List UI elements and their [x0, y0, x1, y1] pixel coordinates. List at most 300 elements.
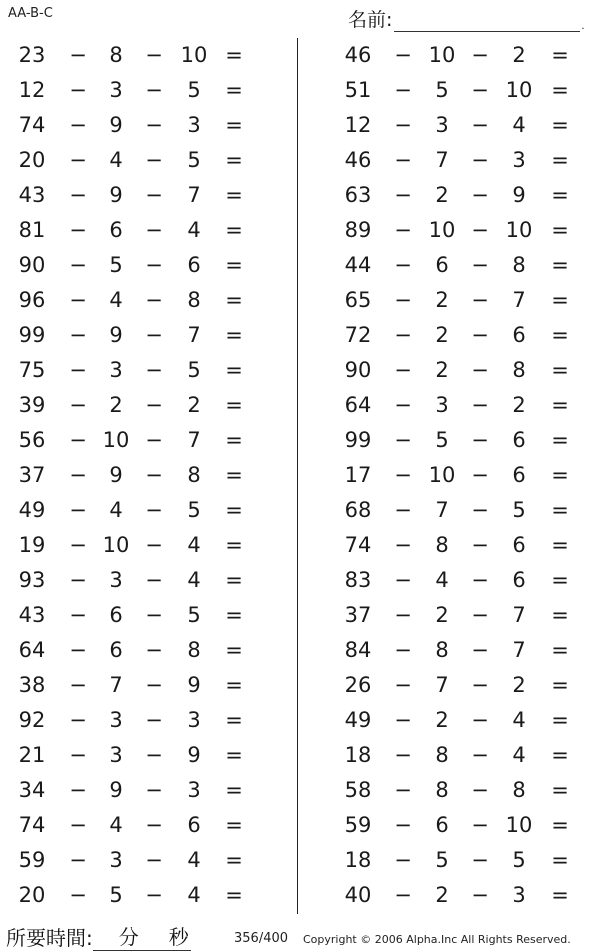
minuend: 93 — [18, 568, 46, 592]
minus-sign: − — [69, 253, 87, 277]
problem-row — [0, 108, 296, 143]
subtrahend-1: 4 — [435, 568, 449, 592]
equals-sign: = — [551, 113, 569, 137]
equals-sign: = — [225, 428, 243, 452]
minus-sign: − — [394, 78, 412, 102]
minuend: 72 — [344, 323, 372, 347]
subtrahend-1: 3 — [109, 358, 123, 382]
minus-sign: − — [394, 463, 412, 487]
time-blank[interactable] — [93, 926, 191, 951]
minuend: 83 — [344, 568, 372, 592]
problem-row — [0, 38, 296, 73]
minus-sign: − — [69, 708, 87, 732]
subtrahend-1: 9 — [109, 113, 123, 137]
minus-sign: − — [69, 323, 87, 347]
minus-sign: − — [69, 113, 87, 137]
subtrahend-2: 4 — [512, 708, 526, 732]
subtrahend-2: 7 — [512, 288, 526, 312]
problem-row — [300, 353, 600, 388]
minuend: 18 — [344, 743, 372, 767]
subtrahend-2: 7 — [187, 323, 201, 347]
minuend: 64 — [18, 638, 46, 662]
equals-sign: = — [551, 148, 569, 172]
subtrahend-2: 5 — [187, 358, 201, 382]
subtrahend-1: 2 — [435, 183, 449, 207]
equals-sign: = — [551, 883, 569, 907]
subtrahend-1: 6 — [435, 253, 449, 277]
minuend: 19 — [18, 533, 46, 557]
subtrahend-2: 8 — [512, 778, 526, 802]
subtrahend-2: 5 — [512, 498, 526, 522]
problem-row — [0, 493, 296, 528]
equals-sign: = — [551, 673, 569, 697]
minus-sign: − — [69, 43, 87, 67]
subtrahend-2: 7 — [187, 428, 201, 452]
minus-sign: − — [69, 78, 87, 102]
minuend: 58 — [344, 778, 372, 802]
minuend: 21 — [18, 743, 46, 767]
subtrahend-1: 5 — [435, 848, 449, 872]
subtrahend-2: 2 — [187, 393, 201, 417]
problem-row — [0, 178, 296, 213]
minuend: 40 — [344, 883, 372, 907]
subtrahend-2: 4 — [187, 218, 201, 242]
time-taken-field — [6, 922, 191, 951]
subtrahend-2: 4 — [187, 848, 201, 872]
minuend: 26 — [344, 673, 372, 697]
minus-sign: − — [145, 323, 163, 347]
equals-sign: = — [225, 323, 243, 347]
subtrahend-2: 8 — [187, 638, 201, 662]
problem-row — [300, 213, 600, 248]
minus-sign: − — [69, 638, 87, 662]
name-field — [348, 5, 585, 32]
problem-row — [300, 738, 600, 773]
minus-sign: − — [394, 43, 412, 67]
equals-sign: = — [551, 778, 569, 802]
minus-sign: − — [471, 288, 489, 312]
problem-row — [300, 388, 600, 423]
equals-sign: = — [225, 148, 243, 172]
minus-sign: − — [394, 533, 412, 557]
minuend: 43 — [18, 603, 46, 627]
minuend: 18 — [344, 848, 372, 872]
time-label: 所要時間: — [6, 926, 93, 950]
minus-sign: − — [394, 778, 412, 802]
minus-sign: − — [471, 848, 489, 872]
subtrahend-1: 3 — [109, 708, 123, 732]
minus-sign: − — [471, 113, 489, 137]
problem-row — [0, 633, 296, 668]
subtrahend-1: 6 — [109, 638, 123, 662]
problem-row — [300, 808, 600, 843]
equals-sign: = — [551, 568, 569, 592]
minuend: 49 — [18, 498, 46, 522]
subtrahend-1: 3 — [435, 113, 449, 137]
minus-sign: − — [394, 183, 412, 207]
equals-sign: = — [551, 288, 569, 312]
problem-row — [300, 458, 600, 493]
minus-sign: − — [394, 323, 412, 347]
subtrahend-1: 3 — [109, 743, 123, 767]
subtrahend-1: 7 — [435, 148, 449, 172]
problem-row — [0, 878, 296, 913]
equals-sign: = — [551, 603, 569, 627]
problem-row — [300, 38, 600, 73]
subtrahend-2: 4 — [512, 113, 526, 137]
subtrahend-1: 10 — [102, 428, 130, 452]
problem-row — [300, 178, 600, 213]
subtrahend-1: 5 — [435, 78, 449, 102]
problem-row — [300, 73, 600, 108]
problem-row — [0, 808, 296, 843]
equals-sign: = — [225, 183, 243, 207]
minus-sign: − — [471, 218, 489, 242]
minus-sign: − — [394, 288, 412, 312]
minus-sign: − — [69, 603, 87, 627]
minus-sign: − — [145, 428, 163, 452]
minuend: 20 — [18, 148, 46, 172]
problem-row — [0, 248, 296, 283]
minuend: 59 — [344, 813, 372, 837]
subtrahend-2: 6 — [512, 428, 526, 452]
subtrahend-1: 3 — [435, 393, 449, 417]
minus-sign: − — [394, 673, 412, 697]
subtrahend-1: 4 — [109, 813, 123, 837]
subtrahend-2: 7 — [512, 638, 526, 662]
minutes-unit: 分 — [118, 925, 139, 949]
subtrahend-2: 5 — [187, 498, 201, 522]
minus-sign: − — [69, 533, 87, 557]
subtrahend-1: 7 — [435, 498, 449, 522]
minus-sign: − — [394, 253, 412, 277]
problem-row — [0, 423, 296, 458]
subtrahend-1: 8 — [435, 638, 449, 662]
equals-sign: = — [225, 813, 243, 837]
problem-row — [300, 423, 600, 458]
copyright-text: Copyright © 2006 Alpha.Inc All Rights Reserved. — [303, 933, 571, 946]
minus-sign: − — [394, 393, 412, 417]
subtrahend-1: 10 — [428, 218, 456, 242]
minus-sign: − — [471, 708, 489, 732]
subtrahend-2: 6 — [512, 463, 526, 487]
minus-sign: − — [471, 183, 489, 207]
minus-sign: − — [69, 883, 87, 907]
minus-sign: − — [69, 813, 87, 837]
right-problem-column — [300, 38, 600, 913]
minus-sign: − — [145, 43, 163, 67]
subtrahend-1: 3 — [109, 78, 123, 102]
minus-sign: − — [394, 883, 412, 907]
problem-row — [0, 528, 296, 563]
minuend: 49 — [344, 708, 372, 732]
minuend: 59 — [18, 848, 46, 872]
subtrahend-1: 4 — [109, 288, 123, 312]
minus-sign: − — [69, 673, 87, 697]
subtrahend-2: 10 — [180, 43, 208, 67]
problem-row — [300, 248, 600, 283]
subtrahend-2: 8 — [512, 358, 526, 382]
problem-row — [300, 493, 600, 528]
equals-sign: = — [551, 708, 569, 732]
problem-row — [0, 843, 296, 878]
minuend: 99 — [344, 428, 372, 452]
problem-row — [0, 563, 296, 598]
minus-sign: − — [394, 218, 412, 242]
minus-sign: − — [145, 848, 163, 872]
minus-sign: − — [69, 568, 87, 592]
equals-sign: = — [551, 218, 569, 242]
minus-sign: − — [394, 113, 412, 137]
problem-row — [300, 283, 600, 318]
subtrahend-2: 6 — [187, 813, 201, 837]
minus-sign: − — [471, 568, 489, 592]
minus-sign: − — [394, 708, 412, 732]
problem-row — [0, 738, 296, 773]
subtrahend-1: 6 — [435, 813, 449, 837]
minuend: 74 — [18, 813, 46, 837]
minuend: 34 — [18, 778, 46, 802]
name-label: 名前: — [348, 9, 393, 31]
minus-sign: − — [69, 358, 87, 382]
minus-sign: − — [145, 183, 163, 207]
equals-sign: = — [225, 673, 243, 697]
subtrahend-2: 10 — [505, 218, 533, 242]
minuend: 46 — [344, 148, 372, 172]
subtrahend-1: 10 — [102, 533, 130, 557]
minus-sign: − — [145, 778, 163, 802]
subtrahend-2: 9 — [512, 183, 526, 207]
minus-sign: − — [145, 78, 163, 102]
equals-sign: = — [225, 638, 243, 662]
problem-row — [300, 633, 600, 668]
equals-sign: = — [551, 638, 569, 662]
subtrahend-2: 5 — [187, 603, 201, 627]
equals-sign: = — [551, 358, 569, 382]
subtrahend-1: 6 — [109, 603, 123, 627]
seconds-unit: 秒 — [168, 925, 189, 949]
minuend: 90 — [18, 253, 46, 277]
subtrahend-1: 3 — [109, 568, 123, 592]
subtrahend-2: 10 — [505, 813, 533, 837]
problem-row — [0, 318, 296, 353]
equals-sign: = — [225, 743, 243, 767]
subtrahend-1: 8 — [435, 533, 449, 557]
minus-sign: − — [471, 638, 489, 662]
minus-sign: − — [145, 358, 163, 382]
equals-sign: = — [225, 218, 243, 242]
problem-row — [0, 703, 296, 738]
worksheet-code: AA-B-C — [8, 6, 53, 21]
minuend: 74 — [344, 533, 372, 557]
subtrahend-1: 2 — [435, 323, 449, 347]
minuend: 20 — [18, 883, 46, 907]
equals-sign: = — [551, 253, 569, 277]
minus-sign: − — [394, 428, 412, 452]
subtrahend-1: 2 — [109, 393, 123, 417]
subtrahend-1: 2 — [435, 603, 449, 627]
subtrahend-2: 8 — [187, 463, 201, 487]
minus-sign: − — [69, 218, 87, 242]
minuend: 46 — [344, 43, 372, 67]
subtrahend-1: 4 — [109, 148, 123, 172]
minuend: 74 — [18, 113, 46, 137]
subtrahend-2: 9 — [187, 743, 201, 767]
problem-row — [0, 773, 296, 808]
minuend: 92 — [18, 708, 46, 732]
subtrahend-2: 5 — [512, 848, 526, 872]
minus-sign: − — [69, 288, 87, 312]
subtrahend-2: 3 — [187, 778, 201, 802]
subtrahend-1: 7 — [435, 673, 449, 697]
minus-sign: − — [145, 253, 163, 277]
problem-row — [0, 213, 296, 248]
problem-row — [300, 843, 600, 878]
subtrahend-2: 6 — [512, 533, 526, 557]
column-divider — [297, 38, 298, 914]
subtrahend-2: 4 — [187, 883, 201, 907]
problem-row — [0, 388, 296, 423]
subtrahend-1: 2 — [435, 358, 449, 382]
problem-row — [300, 878, 600, 913]
subtrahend-2: 8 — [187, 288, 201, 312]
minuend: 17 — [344, 463, 372, 487]
subtrahend-2: 4 — [187, 568, 201, 592]
minus-sign: − — [394, 638, 412, 662]
equals-sign: = — [225, 568, 243, 592]
minuend: 65 — [344, 288, 372, 312]
minus-sign: − — [69, 778, 87, 802]
minus-sign: − — [145, 498, 163, 522]
equals-sign: = — [225, 778, 243, 802]
minus-sign: − — [471, 358, 489, 382]
minuend: 96 — [18, 288, 46, 312]
minuend: 51 — [344, 78, 372, 102]
subtrahend-1: 9 — [109, 323, 123, 347]
subtrahend-1: 9 — [109, 183, 123, 207]
name-line-dot: . — [581, 21, 585, 32]
minus-sign: − — [145, 673, 163, 697]
minus-sign: − — [145, 638, 163, 662]
subtrahend-2: 3 — [512, 883, 526, 907]
minuend: 81 — [18, 218, 46, 242]
minus-sign: − — [69, 498, 87, 522]
minuend: 63 — [344, 183, 372, 207]
subtrahend-2: 7 — [512, 603, 526, 627]
minus-sign: − — [69, 743, 87, 767]
minuend: 56 — [18, 428, 46, 452]
subtrahend-1: 5 — [109, 883, 123, 907]
minus-sign: − — [145, 113, 163, 137]
subtrahend-2: 3 — [187, 708, 201, 732]
subtrahend-2: 6 — [512, 323, 526, 347]
subtrahend-1: 2 — [435, 708, 449, 732]
problem-row — [0, 353, 296, 388]
subtrahend-2: 4 — [187, 533, 201, 557]
left-problem-column — [0, 38, 296, 913]
minus-sign: − — [394, 148, 412, 172]
minus-sign: − — [471, 743, 489, 767]
subtrahend-2: 2 — [512, 393, 526, 417]
minus-sign: − — [394, 568, 412, 592]
minuend: 90 — [344, 358, 372, 382]
subtrahend-2: 2 — [512, 673, 526, 697]
problem-row — [300, 668, 600, 703]
minuend: 68 — [344, 498, 372, 522]
minuend: 89 — [344, 218, 372, 242]
equals-sign: = — [551, 813, 569, 837]
problem-row — [300, 108, 600, 143]
minus-sign: − — [145, 708, 163, 732]
equals-sign: = — [551, 183, 569, 207]
minuend: 38 — [18, 673, 46, 697]
minus-sign: − — [145, 883, 163, 907]
minus-sign: − — [69, 848, 87, 872]
minus-sign: − — [69, 428, 87, 452]
minuend: 44 — [344, 253, 372, 277]
minus-sign: − — [145, 218, 163, 242]
minus-sign: − — [471, 393, 489, 417]
subtrahend-2: 8 — [512, 253, 526, 277]
equals-sign: = — [551, 743, 569, 767]
problem-row — [0, 143, 296, 178]
minus-sign: − — [471, 78, 489, 102]
subtrahend-1: 8 — [109, 43, 123, 67]
minus-sign: − — [471, 883, 489, 907]
subtrahend-2: 6 — [512, 568, 526, 592]
minuend: 99 — [18, 323, 46, 347]
problem-row — [300, 528, 600, 563]
minus-sign: − — [394, 498, 412, 522]
minus-sign: − — [471, 498, 489, 522]
subtrahend-1: 6 — [109, 218, 123, 242]
subtrahend-1: 5 — [435, 428, 449, 452]
minus-sign: − — [471, 778, 489, 802]
problem-row — [0, 458, 296, 493]
problem-row — [300, 703, 600, 738]
minuend: 12 — [18, 78, 46, 102]
subtrahend-2: 3 — [187, 113, 201, 137]
minuend: 37 — [344, 603, 372, 627]
minus-sign: − — [69, 463, 87, 487]
subtrahend-2: 10 — [505, 78, 533, 102]
subtrahend-1: 8 — [435, 778, 449, 802]
name-blank-line[interactable] — [394, 11, 580, 32]
equals-sign: = — [225, 848, 243, 872]
subtrahend-2: 9 — [187, 673, 201, 697]
subtrahend-1: 10 — [428, 43, 456, 67]
minus-sign: − — [145, 393, 163, 417]
equals-sign: = — [551, 393, 569, 417]
equals-sign: = — [551, 323, 569, 347]
equals-sign: = — [225, 358, 243, 382]
subtrahend-2: 3 — [512, 148, 526, 172]
equals-sign: = — [551, 498, 569, 522]
minus-sign: − — [145, 288, 163, 312]
equals-sign: = — [225, 498, 243, 522]
subtrahend-1: 2 — [435, 883, 449, 907]
subtrahend-1: 4 — [109, 498, 123, 522]
minus-sign: − — [69, 393, 87, 417]
minus-sign: − — [394, 848, 412, 872]
minuend: 75 — [18, 358, 46, 382]
problem-row — [0, 668, 296, 703]
equals-sign: = — [225, 533, 243, 557]
equals-sign: = — [551, 78, 569, 102]
subtrahend-2: 7 — [187, 183, 201, 207]
problem-row — [0, 283, 296, 318]
minus-sign: − — [69, 183, 87, 207]
